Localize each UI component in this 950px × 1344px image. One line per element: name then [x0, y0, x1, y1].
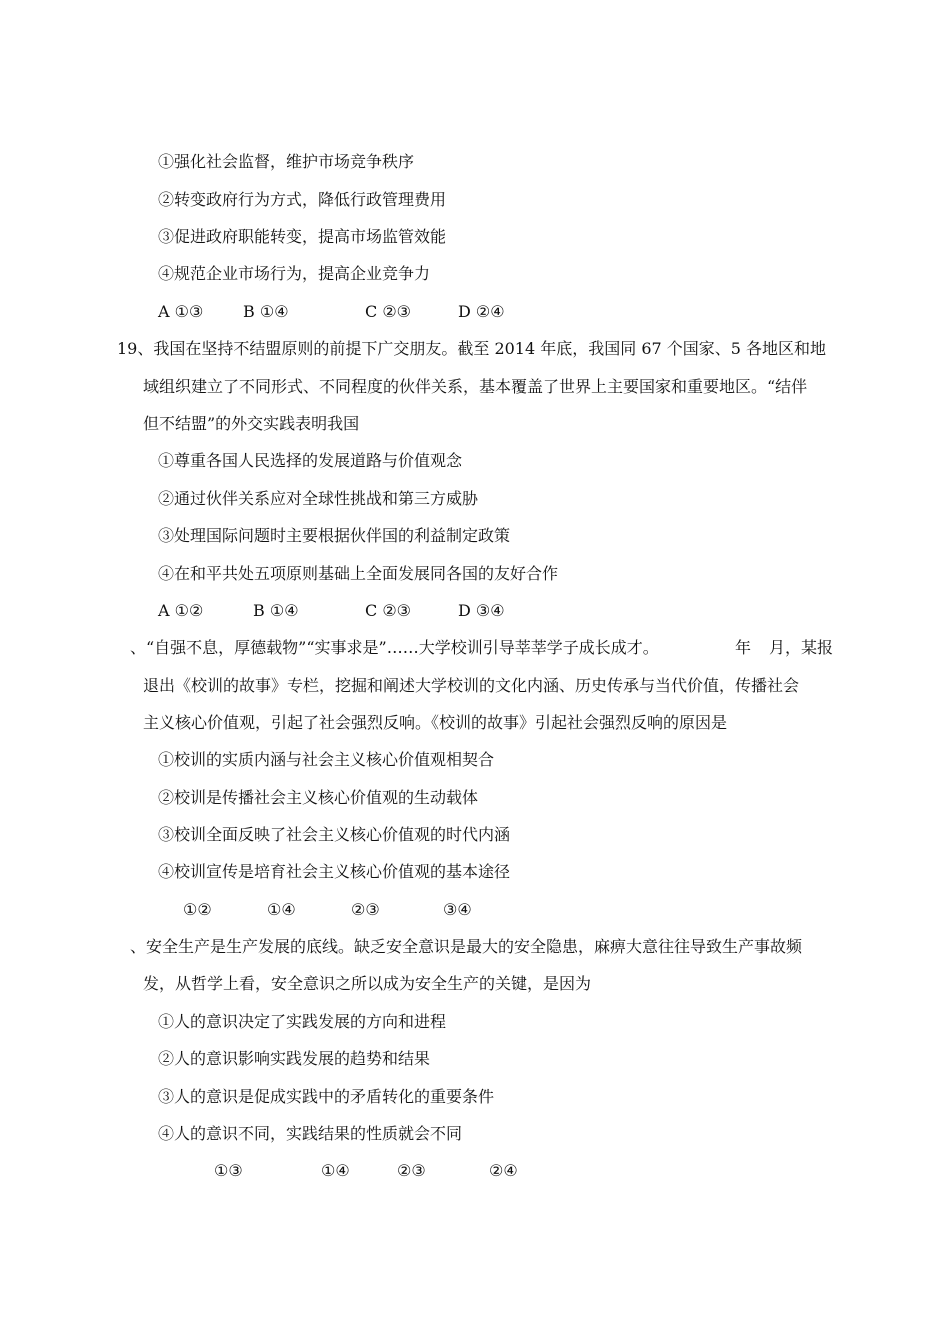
q21-option-4: ④人的意识不同，实践结果的性质就会不同 — [158, 1124, 463, 1143]
q20-option-3: ③校训全面反映了社会主义核心价值观的时代内涵 — [158, 825, 511, 844]
q19-answer-d: D ③④ — [458, 601, 505, 620]
q20-option-4: ④校训宣传是培育社会主义核心价值观的基本途径 — [158, 862, 511, 881]
q21-answer-b: ①④ — [321, 1161, 350, 1180]
prev-answer-c: C ②③ — [365, 302, 412, 321]
q20-answer-a: ①② — [183, 900, 212, 919]
q21-stem-line-2: 发，从哲学上看，安全意识之所以成为安全生产的关键，是因为 — [143, 974, 592, 993]
q21-stem-line-1: 、安全生产是生产发展的底线。缺乏安全意识是最大的安全隐患，麻痹大意往往导致生产事故频 — [130, 937, 803, 956]
q20-stem-line-2: 退出《校训的故事》专栏，挖掘和阐述大学校训的文化内涵、历史传承与当代价值，传播社会 — [143, 676, 800, 695]
prev-answer-a: A ①③ — [158, 302, 204, 321]
q20-option-1: ①校训的实质内涵与社会主义核心价值观相契合 — [158, 750, 495, 769]
q19-answer-b: B ①④ — [253, 601, 299, 620]
q19-option-1: ①尊重各国人民选择的发展道路与价值观念 — [158, 451, 463, 470]
q19-answer-c: C ②③ — [365, 601, 412, 620]
q20-stem-line-1: 、“自强不息，厚德载物”“实事求是”……大学校训引导莘莘学子成长成才。 — [130, 638, 659, 657]
q19-option-2: ②通过伙伴关系应对全球性挑战和第三方威胁 — [158, 489, 479, 508]
q21-answer-d: ②④ — [489, 1161, 518, 1180]
prev-option-2: ②转变政府行为方式，降低行政管理费用 — [158, 190, 447, 209]
q20-answer-b: ①④ — [267, 900, 296, 919]
prev-answer-b: B ①④ — [243, 302, 289, 321]
q20-answer-c: ②③ — [351, 900, 380, 919]
q19-option-3: ③处理国际问题时主要根据伙伴国的利益制定政策 — [158, 526, 511, 545]
q19-answer-a: A ①② — [158, 601, 204, 620]
prev-answer-d: D ②④ — [458, 302, 505, 321]
q19-option-4: ④在和平共处五项原则基础上全面发展同各国的友好合作 — [158, 564, 559, 583]
prev-option-1: ①强化社会监督，维护市场竞争秩序 — [158, 152, 415, 171]
prev-option-3: ③促进政府职能转变，提高市场监管效能 — [158, 227, 447, 246]
q19-stem-line-2: 域组织建立了不同形式、不同程度的伙伴关系，基本覆盖了世界上主要国家和重要地区。“结伴 — [143, 377, 808, 396]
q19-stem-line-3: 但不结盟”的外交实践表明我国 — [143, 414, 360, 433]
q20-month-label: 月，某报 — [769, 638, 834, 657]
q20-stem-line-3: 主义核心价值观，引起了社会强烈反响。《校训的故事》引起社会强烈反响的原因是 — [143, 713, 728, 732]
q21-option-3: ③人的意识是促成实践中的矛盾转化的重要条件 — [158, 1087, 495, 1106]
q19-stem-line-1: 19、我国在坚持不结盟原则的前提下广交朋友。截至 2014 年底，我国同 67 个国家、5 各地区和地 — [117, 339, 827, 358]
q21-answer-c: ②③ — [397, 1161, 426, 1180]
q21-answer-a: ①③ — [214, 1161, 243, 1180]
q20-year-label: 年 — [735, 638, 752, 657]
q20-answer-d: ③④ — [443, 900, 472, 919]
q21-option-2: ②人的意识影响实践发展的趋势和结果 — [158, 1049, 431, 1068]
q20-option-2: ②校训是传播社会主义核心价值观的生动载体 — [158, 788, 479, 807]
prev-option-4: ④规范企业市场行为，提高企业竞争力 — [158, 264, 431, 283]
q21-option-1: ①人的意识决定了实践发展的方向和进程 — [158, 1012, 447, 1031]
